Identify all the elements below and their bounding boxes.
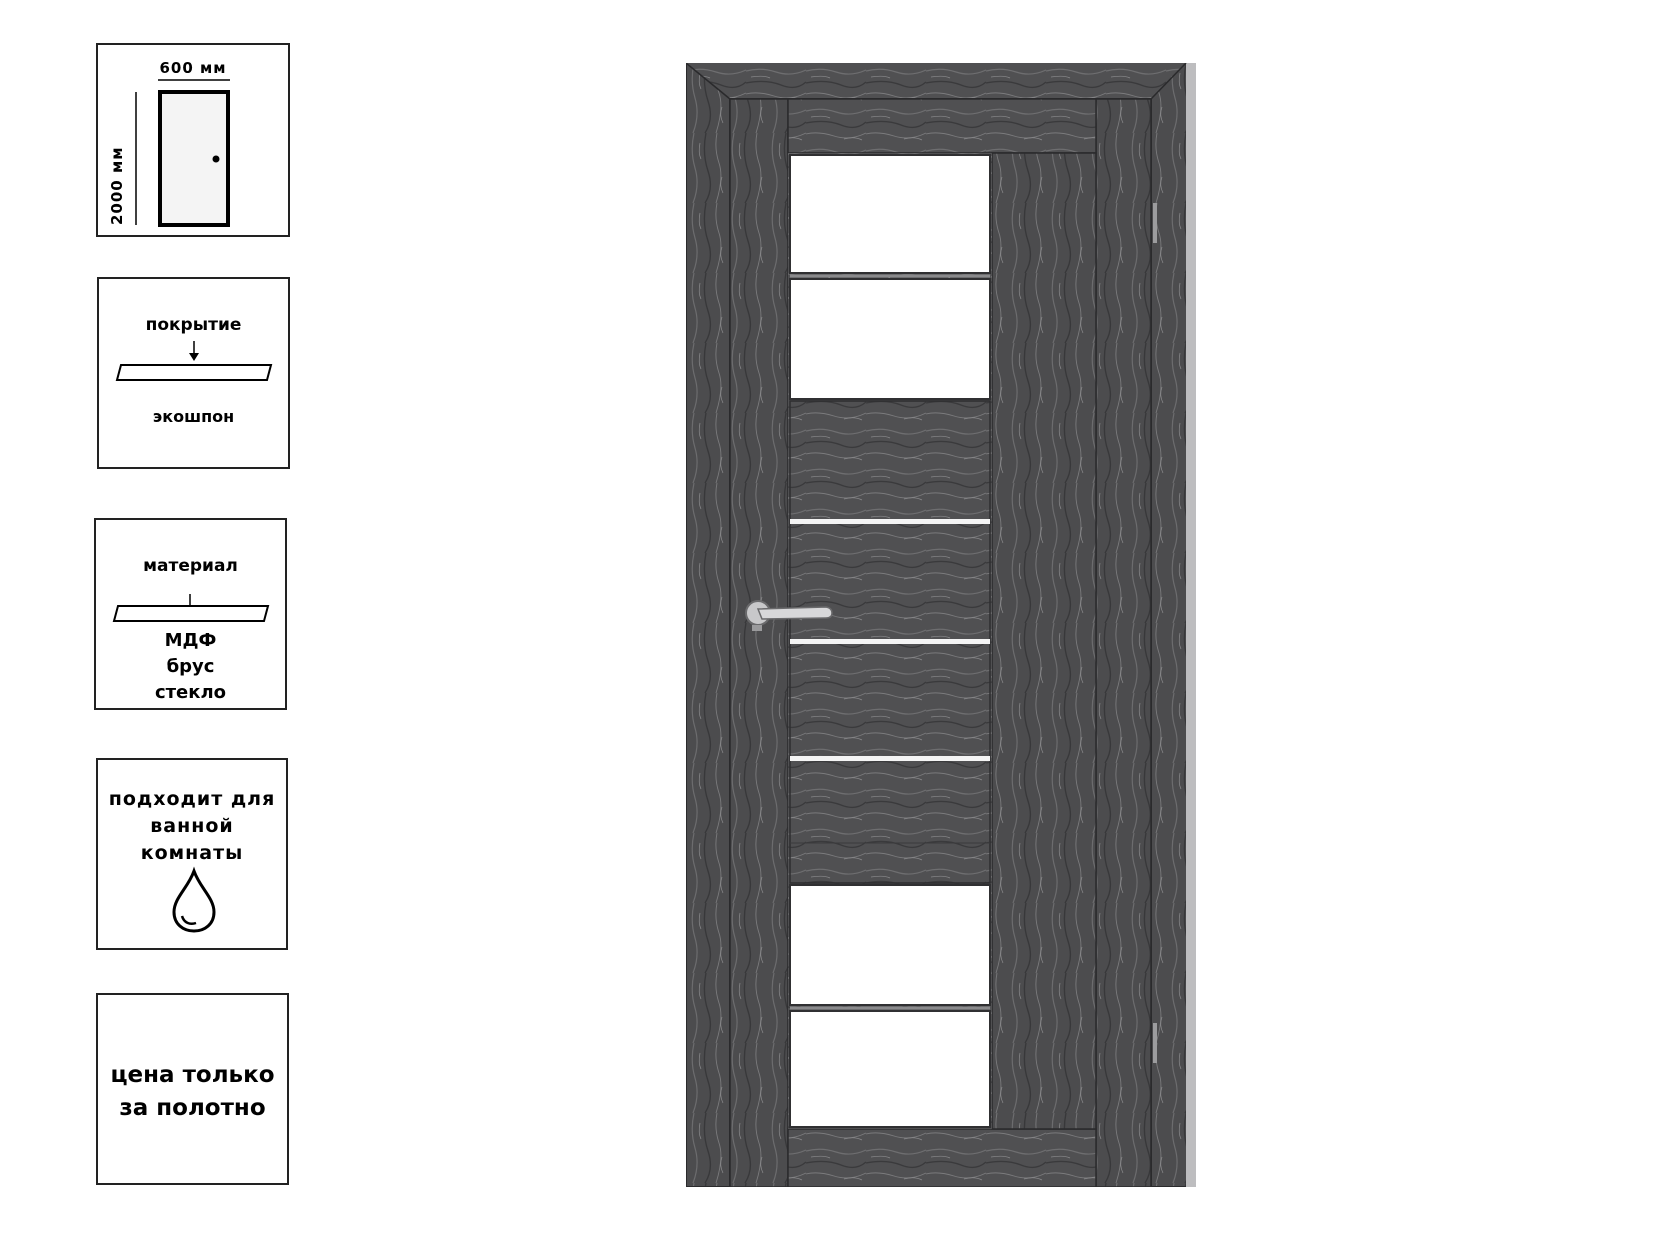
glass-pane xyxy=(790,155,990,273)
width-label: 600 мм xyxy=(159,59,227,77)
coating-value: экошпон xyxy=(152,407,235,426)
glass-strip xyxy=(790,639,990,644)
material-item-mdf: МДФ xyxy=(164,630,217,651)
price-text xyxy=(98,1059,287,1125)
bathroom-card xyxy=(96,758,288,950)
size-card xyxy=(96,43,290,237)
coating-card xyxy=(97,277,290,469)
height-label: 2000 мм xyxy=(108,146,126,225)
coating-title: покрытие xyxy=(145,315,242,335)
bathroom-line-1: подходит для xyxy=(108,788,276,810)
door-outline-icon xyxy=(98,45,288,235)
material-item-glass: стекло xyxy=(154,682,227,703)
layer-icon xyxy=(99,279,289,469)
price-line-2: за полотно xyxy=(119,1095,266,1121)
door-image xyxy=(686,63,1196,1187)
material-item-beam: брус xyxy=(166,656,215,677)
arrow-down-icon xyxy=(189,353,199,361)
glass-strip xyxy=(790,756,990,761)
glass-strip xyxy=(790,519,990,524)
price-line-1: цена только xyxy=(110,1062,275,1088)
glass-pane xyxy=(790,279,990,399)
water-drop-icon xyxy=(98,760,288,950)
material-title: материал xyxy=(143,556,238,576)
glass-pane xyxy=(790,1011,990,1127)
glass-pane xyxy=(790,885,990,1005)
price-card xyxy=(96,993,289,1185)
bathroom-line-2: ванной xyxy=(150,815,234,837)
bathroom-line-3: комнаты xyxy=(140,842,244,864)
material-card xyxy=(94,518,287,710)
